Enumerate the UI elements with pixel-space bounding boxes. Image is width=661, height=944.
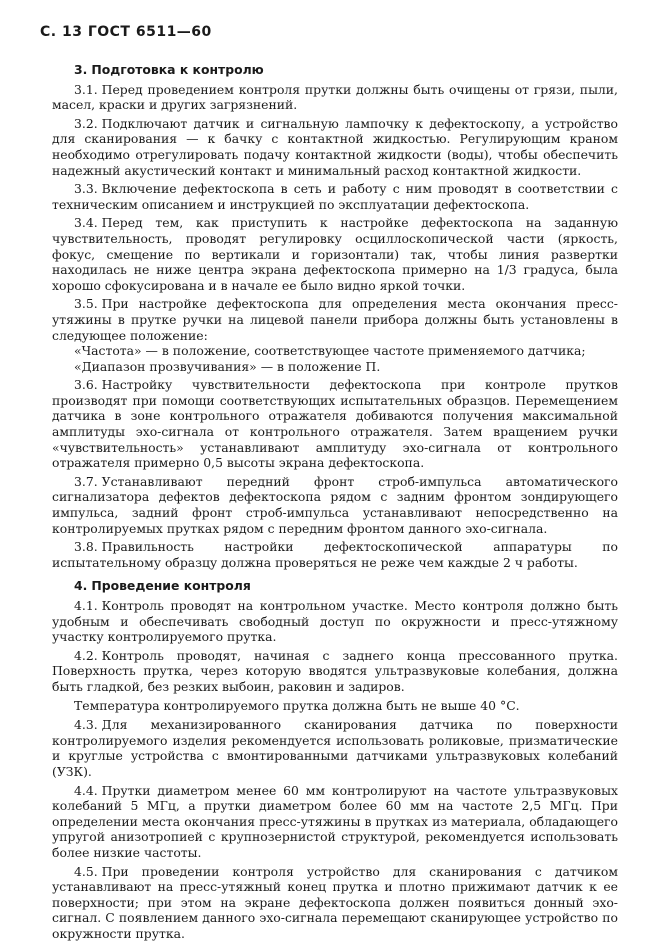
paragraph-text: «Частота» — в положение, соответствующее частоте применяемого датчика;: [74, 343, 586, 359]
paragraph-text: Прутки диаметром менее 60 мм контролируют на частоте ультразвуковых колебаний 5 МГц, а прутки диаметром более 60 мм на частоте 2,5 МГц. При определении места окончания пресс-утяжины в прутках из материала, обладающего упругой анизотропией с крупнозернистой структурой, рекомендуется использовать более низкие частоты.: [52, 782, 618, 860]
paragraph-text: Правильность настройки дефектоскопической аппаратуры по испытательному образцу должна проверяться не реже чем каждые 2 ч работы.: [52, 539, 618, 570]
paragraph-3-2: [52, 116, 618, 178]
paragraph-text: Устанавливают передний фронт строб-импульса автоматического сигнализатора дефектов дефектоскопа рядом с задним фронтом зондирующего импульса, задний фронт строб-импульса устанавливают непосредственно на контролируемых прутках рядом с передним фронтом данного эхо-сигнала.: [52, 473, 618, 536]
paragraph-text: Подключают датчик и сигнальную лампочку к дефектоскопу, а устройство для сканирования — к бачку с контактной жидкостью. Регулирующим краном необходимо отрегулировать подачу контактной жидкости (воды), чтобы обеспечить надежный акустический контакт и минимальный расход контактной жидкости.: [52, 115, 618, 178]
paragraph-number: 4.3.: [74, 717, 98, 733]
section-number: 4.: [74, 578, 88, 594]
paragraph-number: 3.1.: [74, 81, 98, 97]
paragraph-3-4: [52, 215, 618, 293]
paragraph-text: Перед проведением контроля прутки должны быть очищены от грязи, пыли, масел, краски и других загрязнений.: [52, 81, 618, 113]
paragraph-number: 4.2.: [74, 647, 98, 663]
paragraph-number: 4.1.: [74, 598, 98, 613]
paragraph-number: 4.5.: [74, 863, 98, 879]
paragraph-4-2: [52, 648, 618, 695]
paragraph-3-5-range: [52, 359, 618, 375]
paragraph-3-6: [52, 377, 618, 471]
paragraph-text: При настройке дефектоскопа для определения места окончания пресс-утяжины в прутке ручки на лицевой панели прибора должны быть установлены в следующее положение:: [52, 296, 618, 343]
paragraph-number: 3.4.: [74, 215, 98, 231]
paragraph-number: 3.6.: [74, 377, 98, 393]
paragraph-4-1: [52, 598, 618, 645]
paragraph-3-5-frequency: [52, 343, 618, 359]
paragraph-3-5: [52, 296, 618, 343]
paragraph-3-7: [52, 474, 618, 536]
paragraph-number: 3.2.: [74, 115, 98, 131]
paragraph-4-2-temperature: [52, 698, 618, 714]
paragraph-number: 3.8.: [74, 539, 98, 555]
paragraph-text: Контроль проводят, начиная с заднего конца прессованного прутка. Поверхность прутка, через которую вводятся ультразвуковые колебания, должна быть гладкой, без резких выбоин, раковин и задиров.: [52, 647, 618, 694]
paragraph-text: Контроль проводят на контрольном участке. Место контроля должно быть удобным и обеспечивать свободный доступ по окружности и пресс-утяжному участку контролируемого прутка.: [52, 598, 618, 645]
paragraph-number: 3.3.: [74, 181, 98, 197]
paragraph-4-5: [52, 864, 618, 942]
section-title-text: Проведение контроля: [91, 578, 251, 594]
paragraph-3-1: [52, 82, 618, 113]
paragraph-text: Температура контролируемого прутка должна быть не выше 40 °С.: [74, 697, 520, 713]
paragraph-3-3: [52, 181, 618, 212]
section-3-title: [52, 62, 618, 78]
section-4-title: [52, 578, 618, 594]
paragraph-4-4: [52, 783, 618, 861]
paragraph-4-3: [52, 717, 618, 779]
paragraph-3-8: [52, 539, 618, 570]
paragraph-text: Включение дефектоскопа в сеть и работу с ним проводят в соответствии с техническим описанием и инструкцией по эксплуатации дефектоскопа.: [52, 181, 618, 212]
paragraph-text: Для механизированного сканирования датчика по поверхности контролируемого изделия рекомендуется использовать роликовые, призматические и круглые устройства с вмонтированными датчиками ультразвуковых колебаний (УЗК).: [52, 717, 618, 779]
paragraph-number: 3.7.: [74, 473, 98, 489]
paragraph-number: 4.4.: [74, 782, 98, 798]
section-title-text: Подготовка к контролю: [91, 62, 264, 77]
paragraph-text: При проведении контроля устройство для сканирования с датчиком устанавливают на пресс-утяжный конец прутка и плотно прижимают датчик к ее поверхности; при этом на экране дефектоскопа должен появиться донный эхо-сигнал. С появлением данного эхо-сигнала перемещают сканирующее устройство по окружности прутка.: [52, 863, 618, 941]
paragraph-text: Перед тем, как приступить к настройке дефектоскопа на заданную чувствительность, проводят регулировку осциллоскопической части (яркость, фокус, смещение по вертикали и горизонтали) так, чтобы линия развертки находилась не ниже центра экрана дефектоскопа примерно на 1/3 градуса, была хорошо сфокусирована и в начале ее было видно яркой точки.: [52, 215, 618, 293]
document-body: [52, 62, 618, 944]
paragraph-text: «Диапазон прозвучивания» — в положение П.: [74, 358, 381, 374]
section-number: 3.: [74, 62, 88, 77]
paragraph-text: Настройку чувствительности дефектоскопа при контроле прутков производят при помощи соответствующих испытательных образцов. Перемещением датчика в зоне контрольного отражателя добиваются получения максимальной амплитуды эхо-сигнала от контрольного отражателя. Затем вращением ручки «чувствительность» устанавливают амплитуду эхо-сигнала от контрольного отражателя примерно 0,5 высоты экрана дефектоскопа.: [52, 377, 618, 471]
paragraph-number: 3.5.: [74, 296, 98, 312]
page-header: С. 13 ГОСТ 6511—60: [40, 24, 212, 40]
